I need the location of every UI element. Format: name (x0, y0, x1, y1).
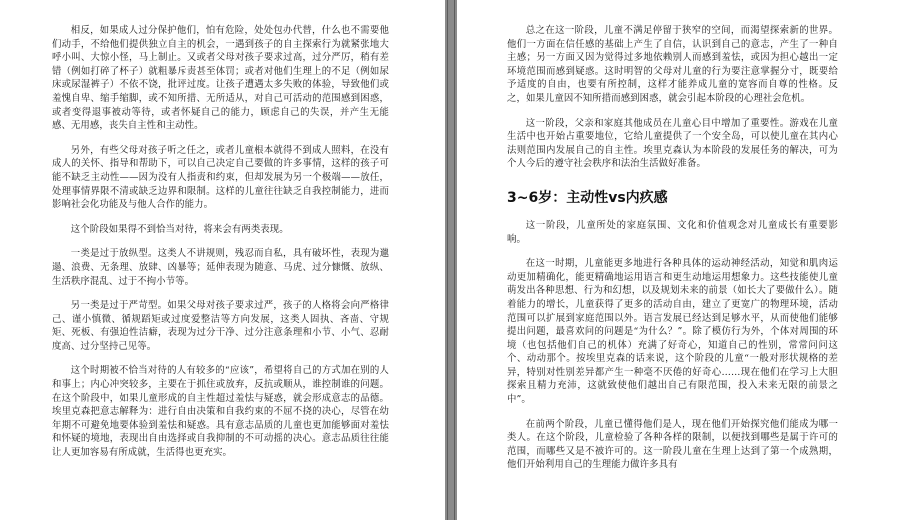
right-page (457, 0, 900, 520)
section-heading: 3~6岁：主动性vs内疚感 (507, 189, 668, 206)
right-paragraph-5: 在前两个阶段，儿童已懂得他们是人，现在他们开始探究他们能成为哪一类人。在这个阶段，儿童检验了各种各样的限制，以便找到哪些是属于许可的范围，而哪些又是不被许可的。这一阶段儿童在生理上达到了第一个成熟期，他们开始利用自己的生理能力做许多具有 (507, 418, 838, 471)
left-paragraph-6: 这个时期被不恰当对待的人有较多的“应该”，希望将自己的方式加在别的人和事上；内心冲突较多，主要在于抓住或放弃，反抗或顺从，谁控制谁的问题。在这个阶段中，如果儿童形成的自主性超过羞怯与疑惑，就会形成意志的品德。埃里克森把意志解释为：进行自由决策和自我约束的不屈不挠的决心，尽管在幼年期不可避免地要体验到羞怯和疑惑。具有意志品质的儿童也更加能够面对羞怯和怀疑的境地，表现出自由选择或自我抑制的不可动摇的决心。意志品质往往能让人更加容易有所成就，生活得也更充实。 (52, 365, 389, 459)
left-paragraph-2: 另外，有些父母对孩子听之任之，或者儿童根本就得不到成人照料，在没有成人的关怀、指导和帮助下，可以自己决定自己要做的许多事情，这样的孩子可能不缺乏主动性——因为没有人指责和约束，但却发展为另一个极端——放任，处理事情界限不清或缺乏边界和限制。这样的儿童往往缺乏自我控制能力，进而影响社会化功能及与他人合作的能力。 (52, 144, 389, 211)
left-paragraph-3: 这个阶段如果得不到恰当对待，将来会有两类表现。 (70, 223, 289, 235)
right-paragraph-4: 在这一时期，儿童能更多地进行各种具体的运动神经活动，知觉和肌肉运动更加精确化，能更精确地运用语言和更生动地运用想象力。这些技能使儿童萌发出各种思想、行为和幻想，以及规划未来的前景（如长大了要做什么）。随着能力的增长，儿童获得了更多的活动自由，建立了更宽广的物理环境，活动范围可以扩展到家庭范围以外。语言发展已经达到足够水平，从而使他们能够提出问题，最喜欢问的问题是“为什么？”。除了模仿行为外，个体对周围的环境（也包括他们自己的机体）充满了好奇心，知道自己的性别，常常问问这个、动动那个。按埃里克森的话来说，这个阶段的儿童“一般对形状规格的差异，特别对性别差异都产生一种毫不厌倦的好奇心……现在他们在学习上大胆探索且精力充沛，这就致使他们越出自己有限范围，投入未来无限的前景之中”。 (507, 258, 838, 406)
right-paragraph-2: 这一阶段，父亲和家庭其他成员在儿童心目中增加了重要性。游戏在儿童生活中也开始占重要地位，它给儿童提供了一个安全岛，可以使儿童在其内心法则范围内发展自己的自主性。埃里克森认为本阶段的发展任务的解决，可为个人今后的遵守社会秩序和法治生活做好准备。 (507, 117, 838, 170)
left-paragraph-1: 相反，如果成人过分保护他们，怕有危险，处处包办代替，什么也不需要他们动手，不给他们提供独立自主的机会，一遇到孩子的自主探索行为就紧张地大呼小叫、大惊小怪，马上制止。又或者父母对孩子要求过高，过分严厉，稍有差错（例如打碎了杯子）就粗暴斥责甚至体罚；或者对他们生理上的不足（例如尿床或尿湿裤子）不依不饶，批评过度。让孩子遭遇太多失败的体验，导致他们或羞愧自卑、缩手缩脚，或不知所措、无所适从，对自己可活动的范围感到困惑，或者变得退事被动等待，或者怀疑自己的能力，顾虑自己的失误，并产生无能感、无用感，丧失自主性和主动性。 (52, 25, 389, 132)
right-paragraph-3: 这一阶段，儿童所处的家庭氛围、文化和价值观念对儿童成长有重要影响。 (507, 219, 838, 245)
left-paragraph-5: 另一类是过于严苛型。如果父母对孩子要求过严，孩子的人格将会向严格律己、谨小慎微、循规蹈矩或过度爱整洁等方向发展，这类人固执、吝啬、守规矩、死板、有强迫性洁癖，表现为过分干净、过分注意条理和小节、小气、忍耐度高、过分坚持己见等。 (52, 300, 389, 352)
page-gutter-divider (445, 0, 457, 520)
left-paragraph-4: 一类是过于放纵型。这类人不讲规则，残忍而自私，具有破坏性，表现为邋遢、浪费、无条理、放肆、凶暴等；延伸表现为随意、马虎、过分慷慨、放纵、生活秩序混乱、过于不拘小节等。 (52, 248, 389, 287)
left-page (0, 0, 445, 520)
right-paragraph-1: 总之在这一阶段，儿童不满足停留于狭窄的空间，而渴望探索新的世界。他们一方面在信任感的基础上产生了自信，认识到自己的意志，产生了一种自主感；另一方面又因为觉得过多地依赖别人而感到羞怯，或因为担心越出一定环境范围而感到疑惑。这时明智的父母对儿童的行为要注意掌握分寸，既要给予适度的自由，也要有所控制，这样才能养成儿童的宽容而自尊的性格。反之，如果儿童因不知所措而感到困惑，就会引起本阶段的心理社会危机。 (507, 25, 838, 104)
